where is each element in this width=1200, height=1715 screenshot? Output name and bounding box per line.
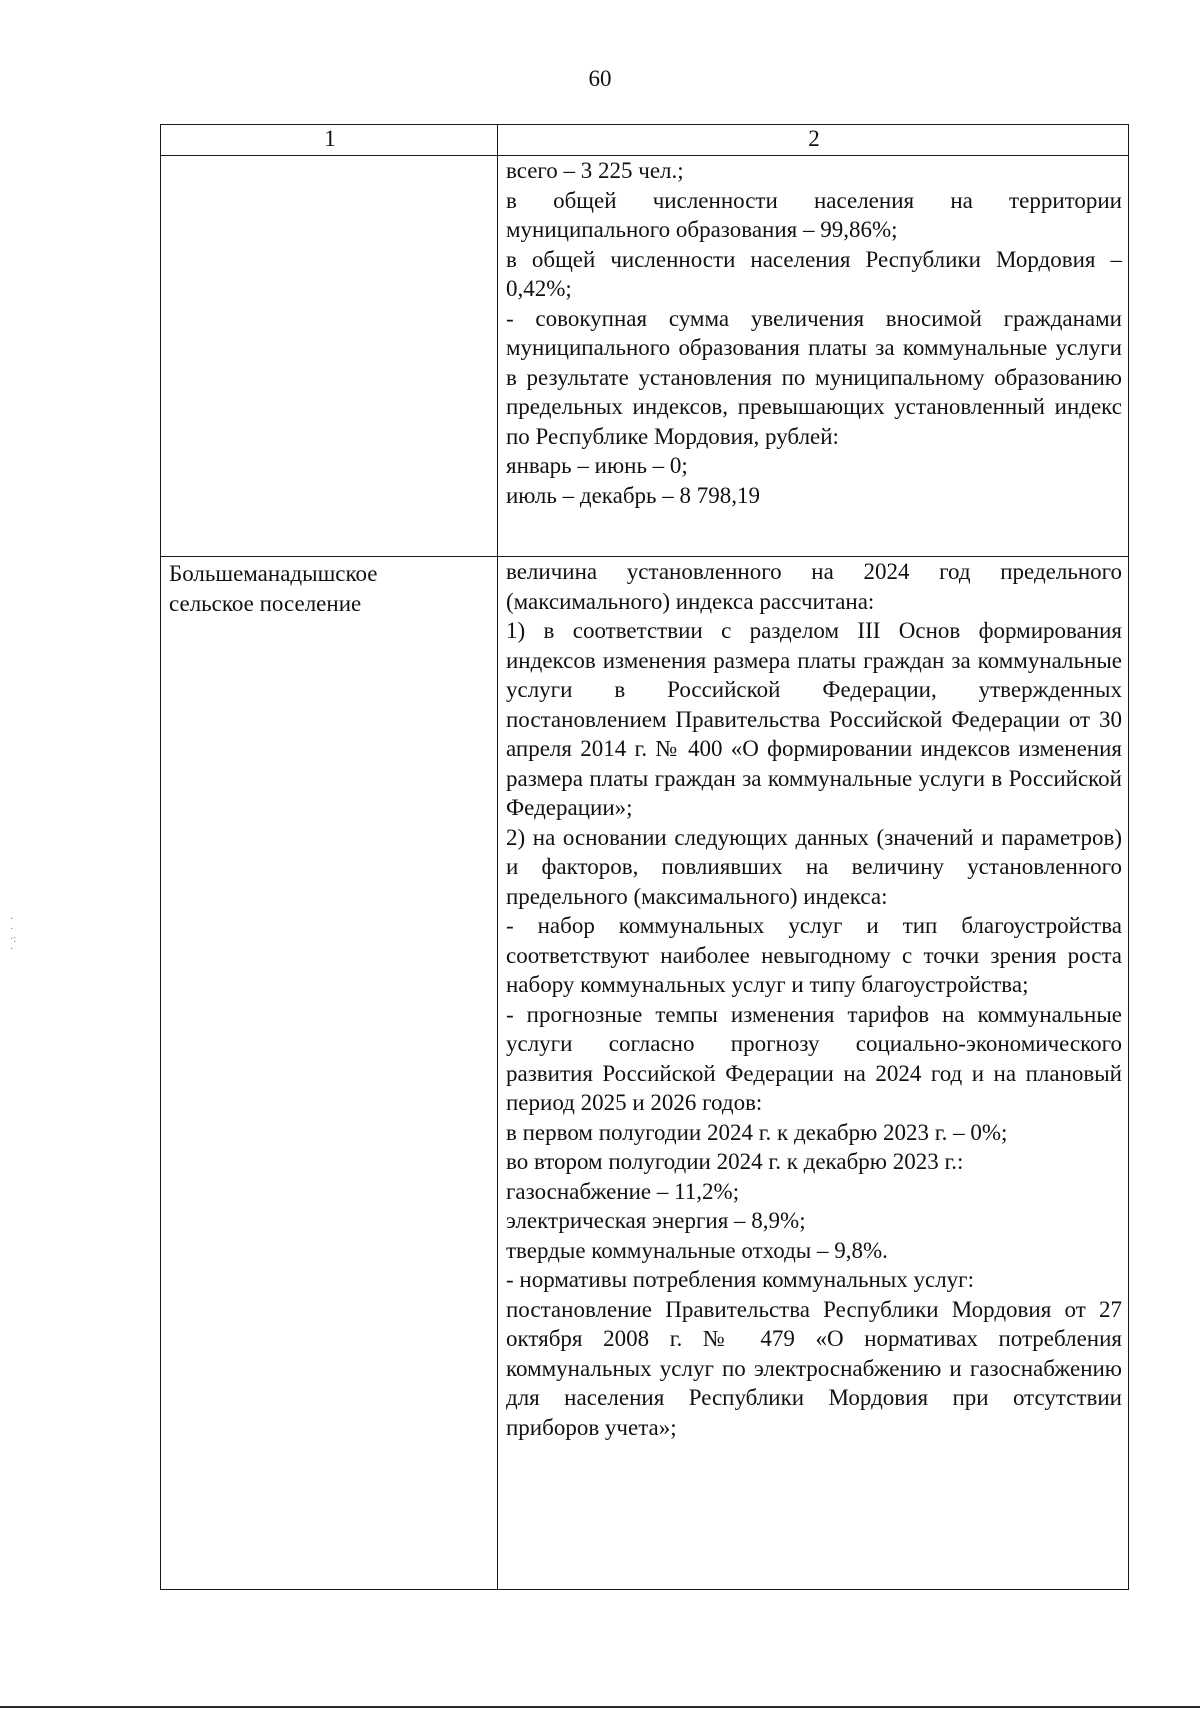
paragraph: всего – 3 225 чел.; — [506, 158, 684, 183]
paragraph: газоснабжение – 11,2%; — [506, 1178, 740, 1204]
scan-edge-line — [0, 1706, 1200, 1708]
paragraph: июль – декабрь – 8 798,19 — [506, 482, 761, 508]
paragraph: - совокупная сумма увеличения вносимой гражданами муниципального образования платы за коммунальные услуги в результате установления по муниципальному образованию предельных индексов, превышающих установленный индекс по Республике Мордовия, рублей: — [506, 305, 1122, 449]
scan-specks: · · ·: · — [10, 914, 17, 955]
municipality-name-line: Большеманадышское — [169, 561, 378, 586]
paragraph: 1) в соответствии с разделом III Основ формирования индексов изменения размера платы граждан за коммунальные услуги в Российской Федерации, утвержденных постановлением Правительства Российской Федерации от 30 апреля 2014 г. № 400 «О формировании индексов изменения размера платы граждан за коммунальные услуги в Российской Федерации»; — [506, 618, 1122, 820]
paragraph: - нормативы потребления коммунальных услуг: — [506, 1267, 974, 1292]
paragraph: постановление Правительства Республики Мордовия от 27 октября 2008 г. № 479 «О нормативах потребления коммунальных услуг по электроснабжению и газоснабжению для населения Республики Мордовия при отсутствии приборов учета»; — [506, 1296, 1122, 1440]
paragraph: во втором полугодии 2024 г. к декабрю 2023 г.: — [506, 1149, 964, 1174]
municipality-name-line: сельское поселение — [169, 590, 362, 616]
table-row — [161, 557, 1129, 1590]
column-header-1: 1 — [161, 125, 498, 156]
column-header-2: 2 — [498, 125, 1129, 156]
paragraph: электрическая энергия – 8,9%; — [506, 1208, 806, 1233]
paragraph: в общей численности населения Республики Мордовия – 0,42%; — [506, 246, 1122, 301]
table-header-row — [161, 125, 1129, 156]
page-number: 60 — [588, 66, 612, 91]
paragraph: - набор коммунальных услуг и тип благоустройства соответствуют наиболее невыгодному с точки зрения роста набору коммунальных услуг и типу благоустройства; — [506, 913, 1122, 997]
row-1-col-1 — [161, 156, 498, 557]
paragraph: в первом полугодии 2024 г. к декабрю 2023 г. – 0%; — [506, 1119, 1008, 1145]
paragraph: - прогнозные темпы изменения тарифов на коммунальные услуги согласно прогнозу социально-экономического развития Российской Федерации на 2024 год и на плановый период 2025 и 2026 годов: — [506, 1001, 1122, 1115]
row-2-col-1 — [161, 557, 498, 1590]
paragraph: твердые коммунальные отходы – 9,8%. — [506, 1237, 888, 1263]
row-2-col-2 — [498, 557, 1129, 1590]
document-table — [160, 124, 1129, 1590]
row-1-col-2 — [498, 156, 1129, 557]
table-row — [161, 156, 1129, 557]
paragraph: в общей численности населения на территории муниципального образования – 99,86%; — [506, 187, 1122, 242]
paragraph: величина установленного на 2024 год предельного (максимального) индекса рассчитана: — [506, 559, 1122, 614]
paragraph: 2) на основании следующих данных (значений и параметров) и факторов, повлиявших на величину установленного предельного (максимального) индекса: — [506, 824, 1122, 909]
paragraph: январь – июнь – 0; — [506, 453, 688, 478]
